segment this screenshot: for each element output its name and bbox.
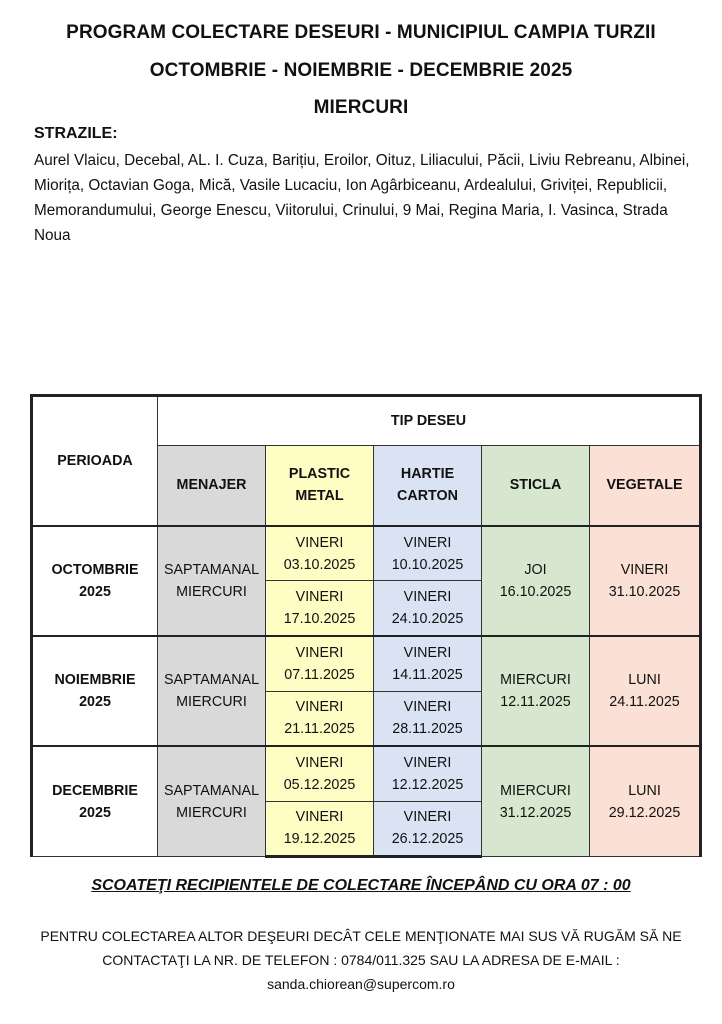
period-november: NOIEMBRIE 2025 (32, 636, 158, 746)
col-header-vegetale: VEGETALE (590, 446, 701, 526)
plastic-date-cell: VINERI 05.12.2025 (266, 746, 374, 801)
contact-info (30, 924, 692, 996)
plastic-date-cell: VINERI 19.12.2025 (266, 801, 374, 856)
vegetale-date-cell: LUNI 24.11.2025 (590, 636, 701, 746)
hartie-date-cell: VINERI 10.10.2025 (374, 526, 482, 581)
period-header: PERIOADA (32, 396, 158, 526)
hartie-date-cell: VINERI 28.11.2025 (374, 691, 482, 746)
menajer-cell: SAPTAMANAL MIERCURI (158, 526, 266, 636)
collection-schedule-table (30, 394, 702, 858)
col-header-plastic-metal: PLASTIC METAL (266, 446, 374, 526)
vegetale-date-cell: LUNI 29.12.2025 (590, 746, 701, 856)
collection-time-notice: SCOATEŢI RECIPIENTELE DE COLECTARE ÎNCEPÂND CU ORA 07 : 00 (91, 877, 631, 894)
plastic-date-cell: VINERI 21.11.2025 (266, 691, 374, 746)
sticla-date-cell: MIERCURI 31.12.2025 (482, 746, 590, 856)
hartie-date-cell: VINERI 14.11.2025 (374, 636, 482, 691)
streets-label: STRAZILE: (34, 125, 118, 142)
sticla-date-cell: MIERCURI 12.11.2025 (482, 636, 590, 746)
contact-email: sanda.chiorean@supercom.ro (267, 976, 455, 992)
period-december: DECEMBRIE 2025 (32, 746, 158, 856)
streets-list: Aurel Vlaicu, Decebal, AL. I. Cuza, Barițiu, Eroilor, Oituz, Liliacului, Păcii, Liviu Rebreanu, Albinei, Miorița, Octavian Goga, Mică, Vasile Lucaciu, Ion Agârbiceanu, Ardealului, Griviței, Republicii, Memorandumului, George Enescu, Viitorului, Crinului, 9 Mai, Regina Maria, I. Vasinca, Strada Noua (34, 152, 690, 244)
col-header-menajer: MENAJER (158, 446, 266, 526)
hartie-date-cell: VINERI 24.10.2025 (374, 581, 482, 636)
collection-day: MIERCURI (313, 97, 409, 118)
period-october: OCTOMBRIE 2025 (32, 526, 158, 636)
document-period: OCTOMBRIE - NOIEMBRIE - DECEMBRIE 2025 (149, 60, 573, 81)
vegetale-date-cell: VINERI 31.10.2025 (590, 526, 701, 636)
contact-line: PENTRU COLECTAREA ALTOR DEŞEURI DECÂT CELE MENŢIONATE MAI SUS VĂ RUGĂM SĂ NE (40, 928, 682, 944)
hartie-date-cell: VINERI 12.12.2025 (374, 746, 482, 801)
hartie-date-cell: VINERI 26.12.2025 (374, 801, 482, 856)
plastic-date-cell: VINERI 03.10.2025 (266, 526, 374, 581)
contact-line: CONTACTAŢI LA NR. DE TELEFON : 0784/011.325 SAU LA ADRESA DE E-MAIL : (102, 952, 620, 968)
col-header-sticla: STICLA (482, 446, 590, 526)
sticla-date-cell: JOI 16.10.2025 (482, 526, 590, 636)
plastic-date-cell: VINERI 17.10.2025 (266, 581, 374, 636)
col-header-hartie-carton: HARTIE CARTON (374, 446, 482, 526)
plastic-date-cell: VINERI 07.11.2025 (266, 636, 374, 691)
menajer-cell: SAPTAMANAL MIERCURI (158, 746, 266, 856)
menajer-cell: SAPTAMANAL MIERCURI (158, 636, 266, 746)
document-title: PROGRAM COLECTARE DESEURI - MUNICIPIUL CAMPIA TURZII (66, 22, 656, 43)
waste-type-header: TIP DESEU (158, 396, 701, 446)
